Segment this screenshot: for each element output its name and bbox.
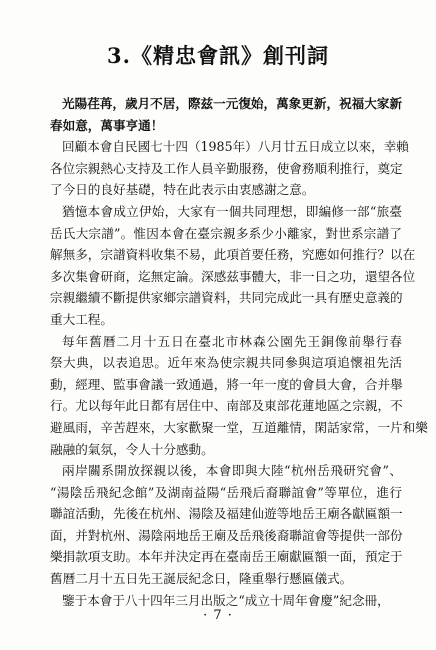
- text-line: 光陽荏苒，歲月不居，際兹一元復始，萬象更新，祝福大家新: [62, 96, 403, 111]
- page-title: 3.《精忠會訊》創刊詞: [107, 43, 329, 68]
- text-line: 祭大典，以表追思。近年來為使宗親共同參與這項追懷祖先活: [50, 355, 402, 371]
- text-line: 猶憶本會成立伊始，大家有一個共同理想，即編修一部“旅臺: [62, 203, 402, 219]
- text-line: 每年舊曆二月十五日在臺北市林森公園先王銅像前舉行春: [62, 333, 402, 349]
- text-line: 岳氏大宗譜”。惟因本會在臺宗親多系少小離家，對世系宗譜了: [50, 225, 402, 241]
- text-line: 宗親繼續不斷提供家鄉宗譜資料，共同完成此一具有歷史意義的: [50, 290, 403, 306]
- text-line: 多次集會研商，迄無定論。深感兹事體大，非一日之功，還望各位: [50, 268, 416, 284]
- text-line: 避風雨，辛苦趕來，大家歡聚一堂，互道離情，閑話家常，一片和樂: [50, 419, 428, 435]
- text-line: 解無多，宗譜資料收集不易，此項首要任務，究應如何推行？以在: [50, 247, 416, 263]
- article-body: [50, 93, 428, 611]
- text-line: 動，經理、監事會議一致通過，將一年一度的會員大會，合并舉: [50, 376, 403, 392]
- text-line: 融融的氣氛，令人十分感動。: [50, 441, 214, 457]
- text-line: 面，并對杭州、湯陰兩地岳王廟及岳飛後裔聯誼會等提供一部份: [50, 527, 403, 543]
- text-line: 重大工程。: [50, 311, 113, 327]
- text-line: 回顧本會自民國七十四（1985年）八月廿五日成立以來，幸賴: [62, 139, 409, 155]
- text-line: 樂捐款項支助。本年并決定再在臺南岳王廟獻匾額一面，預定于: [50, 549, 403, 565]
- page-number: · 7 ·: [203, 608, 233, 623]
- text-line: 春如意，萬事亨通！: [50, 117, 164, 133]
- text-line: 聯誼活動，先後在杭州、湯陰及福建仙遊等地岳王廟各獻匾額一: [50, 506, 403, 522]
- text-line: 了今日的良好基礎，特在此表示由衷感謝之意。: [50, 182, 315, 198]
- text-line: “湯陰岳飛紀念館”及湖南益陽“岳飛后裔聯誼會”等單位，進行: [50, 484, 402, 500]
- text-line: 各位宗親熱心支持及工作人員辛勤服務，使會務順利推行，奠定: [50, 160, 403, 176]
- text-line: 鑒于本會于八十四年三月出版之“成立十周年會慶”紀念冊，: [62, 592, 390, 608]
- text-line: 兩岸關系開放探親以後，本會即與大陸“杭州岳飛研究會”、: [62, 463, 402, 479]
- text-line: 舊曆二月十五日先王誕辰紀念日，隆重舉行懸匾儀式。: [50, 571, 353, 587]
- text-line: 行。尤以每年此日都有居住中、南部及東部花蓮地區之宗親，不: [50, 398, 403, 414]
